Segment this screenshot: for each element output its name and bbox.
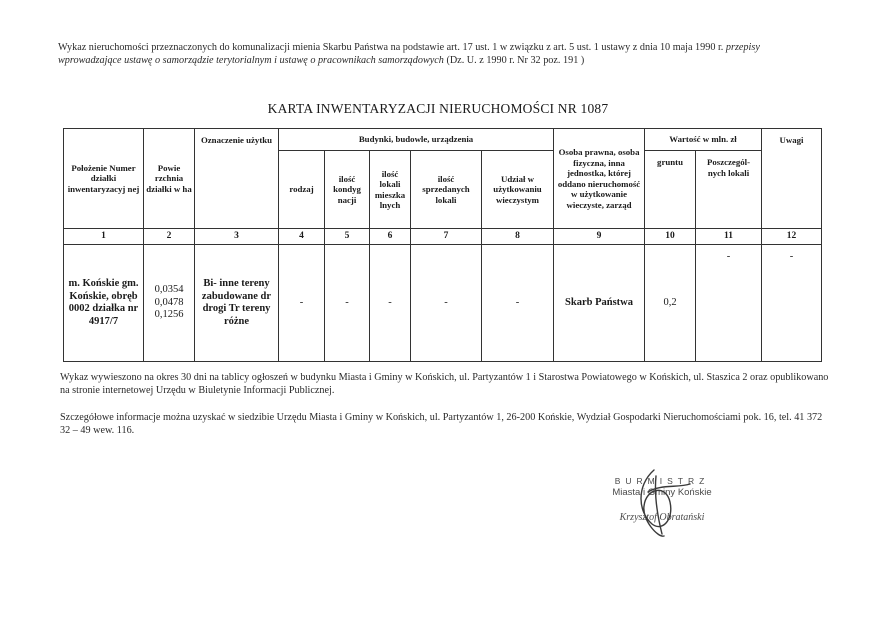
column-number: 12 [762, 229, 822, 245]
header-uwagi-blank [762, 151, 822, 229]
contact-info: Szczegółowe informacje można uzyskać w siedzibie Urzędu Miasta i Gminy w Końskich, ul. Partyzantów 1, 26-200 Końskie, Wydział Gospodarki Nieruchomościami pok. 16, tel. 41 372 32 – 49 wew. 116. [60, 412, 823, 436]
cell-gruntu: 0,2 [645, 245, 696, 362]
stamp-name: Krzysztof Obratański [619, 512, 705, 523]
cell-osoba: Skarb Państwa [554, 245, 645, 362]
header-polozenie: Położenie Numer działki inwentaryzacyj nej [64, 129, 144, 229]
cell-poszczegolnych: - [696, 245, 762, 362]
intro-paragraph [58, 41, 798, 67]
cell-udzial: - [482, 245, 554, 362]
inventory-table [63, 128, 822, 362]
header-poszczegolnych: Poszczegól- nych lokali [696, 151, 762, 229]
column-number: 10 [645, 229, 696, 245]
cell-powierzchnia [144, 245, 195, 362]
column-number: 8 [482, 229, 554, 245]
header-wartosc: Wartość w mln. zł [645, 129, 762, 151]
column-number: 5 [325, 229, 370, 245]
header-powierzchnia: Powie rzchnia działki w ha [144, 129, 195, 229]
area-value: 0,0354 [154, 284, 184, 296]
column-number: 9 [554, 229, 645, 245]
intro-citation: (Dz. U. z 1990 r. Nr 32 poz. 191 ) [443, 55, 585, 66]
stamp-mayor: BURMISTRZ [614, 476, 710, 486]
area-value: 0,0478 [154, 296, 184, 308]
column-number: 11 [696, 229, 762, 245]
column-number: 1 [64, 229, 144, 245]
header-gruntu: gruntu [645, 151, 696, 229]
area-value: 0,1256 [154, 309, 184, 321]
handwritten-signature [618, 462, 698, 542]
header-udzial: Udział w użytkowaniu wieczystym [482, 151, 554, 229]
cell-kondygnacje: - [325, 245, 370, 362]
header-uwagi: Uwagi [762, 129, 822, 151]
header-oznaczenie: Oznaczenie użytku [195, 129, 279, 229]
header-ilosc-sprzedanych: ilość sprzedanych lokali [411, 151, 482, 229]
cell-rodzaj: - [279, 245, 325, 362]
column-number: 3 [195, 229, 279, 245]
footer [60, 371, 830, 451]
cell-oznaczenie: Bi- inne tereny zabudowane dr drogi Tr tereny różne [195, 245, 279, 362]
cell-sprzedane: - [411, 245, 482, 362]
header-budynki: Budynki, budowle, urządzenia [279, 129, 554, 151]
cell-uwagi: - [762, 245, 822, 362]
column-number: 7 [411, 229, 482, 245]
cell-lokale: - [370, 245, 411, 362]
header-ilosc-lokali-mieszkalnych: ilość lokali mieszka lnych [370, 151, 411, 229]
column-number: 4 [279, 229, 325, 245]
cell-polozenie: m. Końskie gm. Końskie, obręb 0002 działka nr 4917/7 [64, 245, 144, 362]
column-number: 6 [370, 229, 411, 245]
document-title: KARTA INWENTARYZACJI NIERUCHOMOŚCI NR 1087 [267, 101, 609, 116]
stamp-town: Miasta i Gminy Końskie [612, 487, 712, 498]
column-number: 2 [144, 229, 195, 245]
header-ilosc-kondygnacji: ilość kondyg nacji [325, 151, 370, 229]
intro-act-title: przepisy wprowadzające ustawę o samorządzie terytorialnym i ustawę o pracownikach samorządowych [58, 42, 760, 66]
posting-notice: Wykaz wywieszono na okres 30 dni na tablicy ogłoszeń w budynku Miasta i Gminy w Końskich, ul. Partyzantów 1 i Starostwa Powiatowego w Końskich, ul. Staszica 2 oraz opublikowano na stronie internetowej Urzędu w Biuletynie Informacji Publicznej. [60, 372, 829, 396]
header-osoba: Osoba prawna, osoba fizyczna, inna jednostka, której oddano nieruchomość w użytkowanie wieczyste, zarząd [554, 129, 645, 229]
header-rodzaj: rodzaj [279, 151, 325, 229]
intro-text: Wykaz nieruchomości przeznaczonych do komunalizacji mienia Skarbu Państwa na podstawie art. 17 ust. 1 w związku z art. 5 ust. 1 ustawy z dnia 10 maja 1990 r. [58, 42, 726, 53]
